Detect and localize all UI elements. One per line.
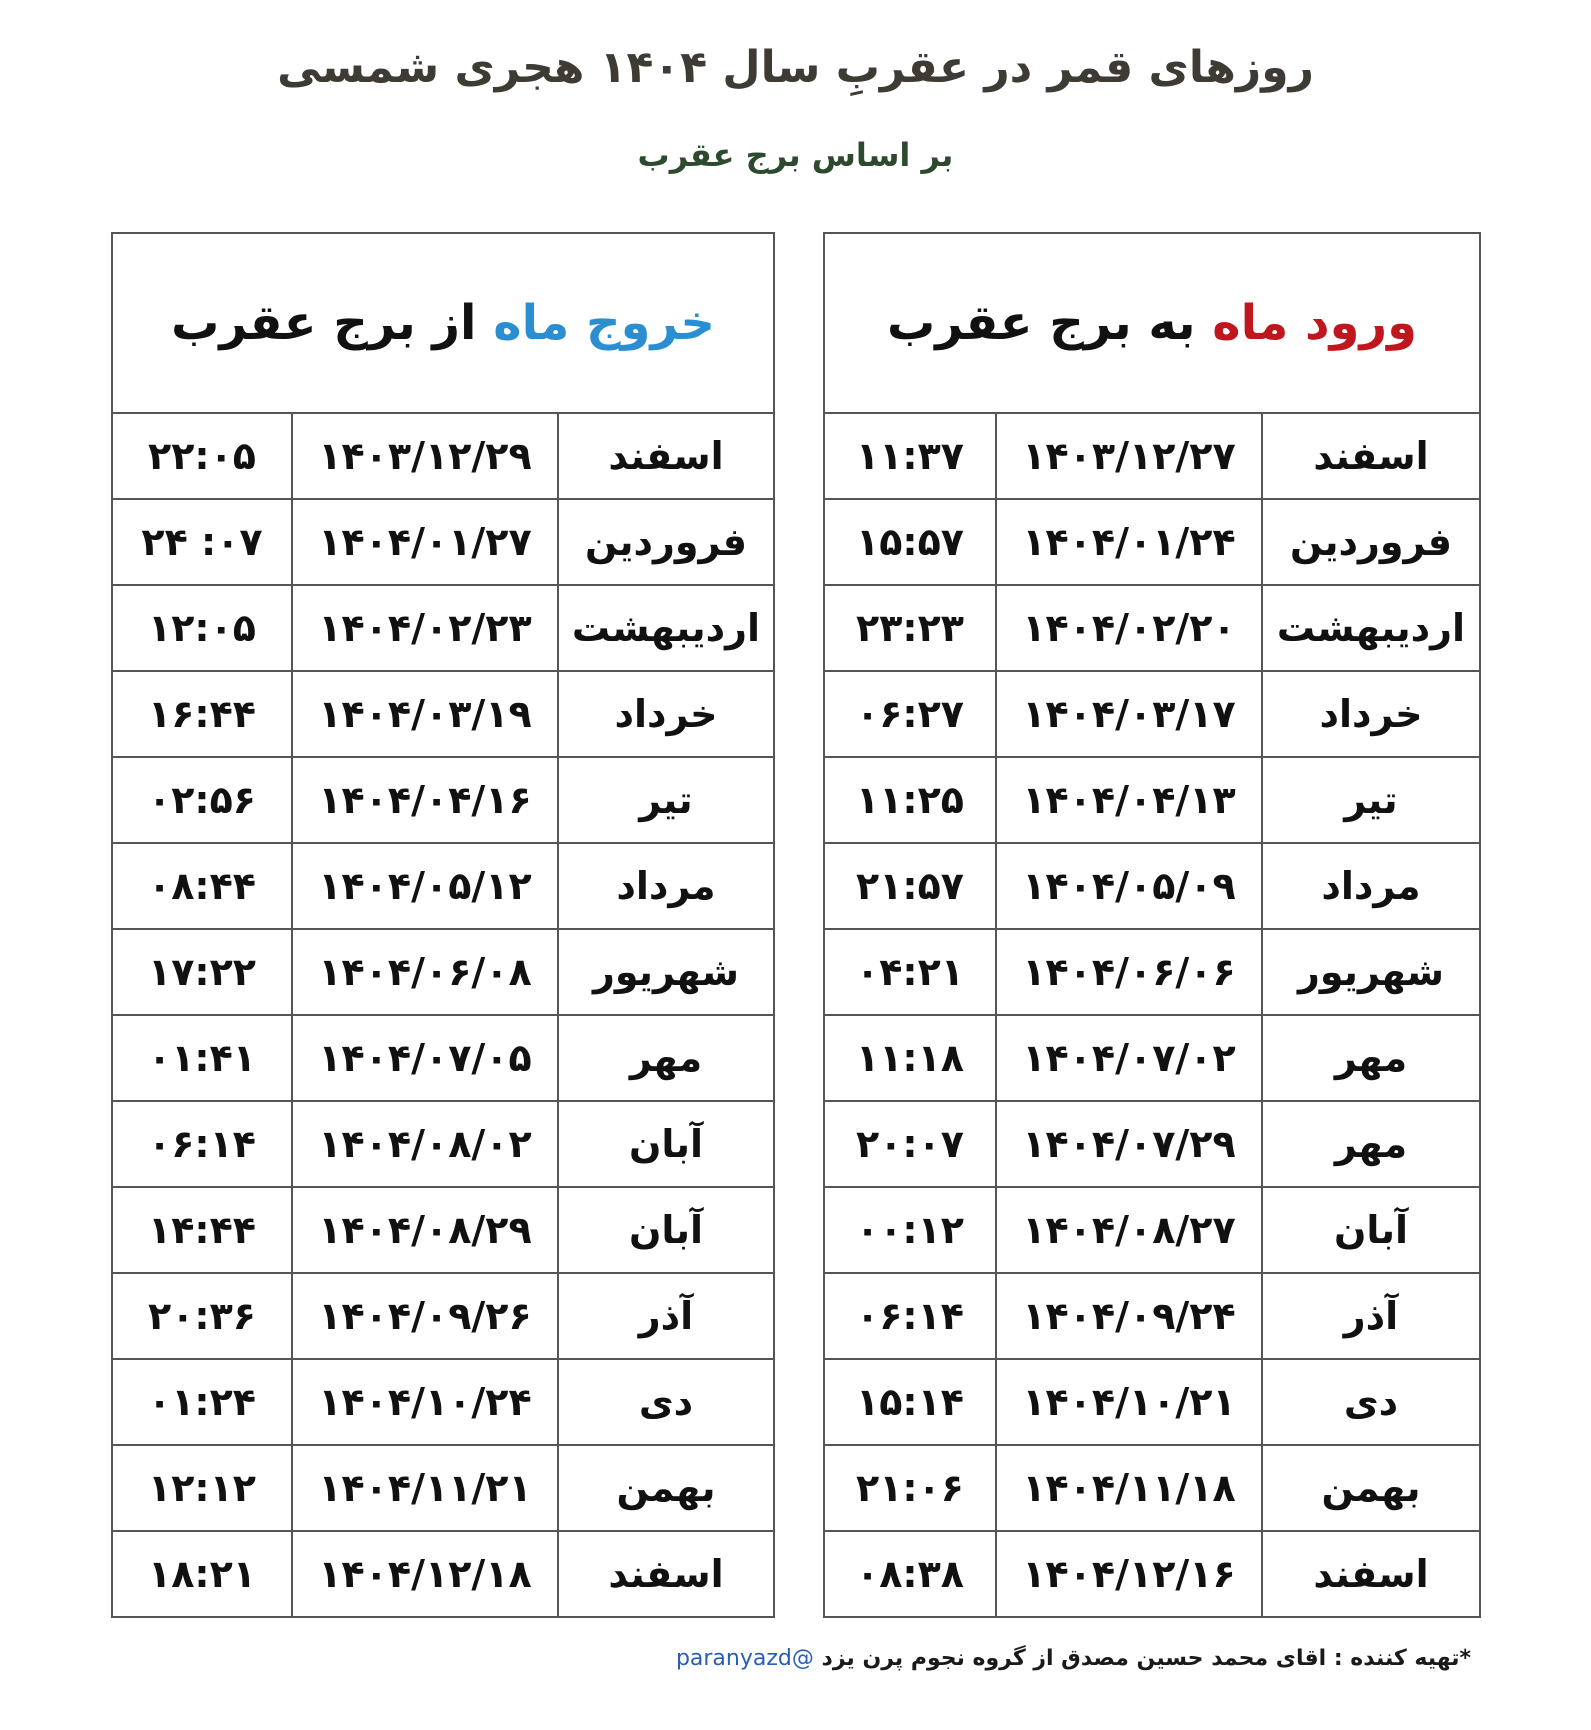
date-cell: ۱۴۰۴/۰۸/۲۷	[996, 1187, 1262, 1273]
month-cell: بهمن	[1262, 1445, 1479, 1531]
exit-heading-rest: از برج عقرب	[171, 295, 477, 351]
footer-handle[interactable]: @paranyazd	[675, 1646, 814, 1671]
enter-table	[825, 414, 1479, 1616]
table-row	[825, 585, 1479, 671]
date-cell: ۱۴۰۴/۱۱/۲۱	[292, 1445, 558, 1531]
table-row	[113, 671, 773, 757]
time-cell: ۰۲:۵۶	[113, 757, 292, 843]
month-cell: شهریور	[1262, 929, 1479, 1015]
table-row	[113, 1445, 773, 1531]
table-row	[113, 499, 773, 585]
month-cell: تیر	[558, 757, 773, 843]
enter-heading-rest: به برج عقرب	[887, 295, 1196, 351]
date-cell: ۱۴۰۴/۱۰/۲۱	[996, 1359, 1262, 1445]
date-cell: ۱۴۰۴/۱۱/۱۸	[996, 1445, 1262, 1531]
date-cell: ۱۴۰۳/۱۲/۲۷	[996, 414, 1262, 499]
date-cell: ۱۴۰۴/۰۴/۱۳	[996, 757, 1262, 843]
table-row	[113, 757, 773, 843]
time-cell: ۱۵:۱۴	[825, 1359, 996, 1445]
month-cell: فروردین	[558, 499, 773, 585]
exit-heading-accent: خروج ماه	[493, 295, 715, 351]
time-cell: ۰۷: ۲۴	[113, 499, 292, 585]
exit-table	[113, 414, 773, 1616]
date-cell: ۱۴۰۴/۰۸/۲۹	[292, 1187, 558, 1273]
table-row	[825, 1187, 1479, 1273]
time-cell: ۱۱:۱۸	[825, 1015, 996, 1101]
footer-text: *تهیه کننده : اقای محمد حسین مصدق از گروه نجوم پرن یزد	[821, 1646, 1471, 1671]
date-cell: ۱۴۰۴/۰۷/۰۵	[292, 1015, 558, 1101]
table-row	[825, 414, 1479, 499]
date-cell: ۱۴۰۴/۰۵/۱۲	[292, 843, 558, 929]
date-cell: ۱۴۰۴/۰۷/۲۹	[996, 1101, 1262, 1187]
date-cell: ۱۴۰۴/۰۳/۱۷	[996, 671, 1262, 757]
table-row	[113, 929, 773, 1015]
time-cell: ۱۸:۲۱	[113, 1531, 292, 1616]
table-row	[825, 1101, 1479, 1187]
time-cell: ۱۵:۵۷	[825, 499, 996, 585]
month-cell: اردیبهشت	[1262, 585, 1479, 671]
time-cell: ۱۴:۴۴	[113, 1187, 292, 1273]
month-cell: آذر	[1262, 1273, 1479, 1359]
month-cell: مهر	[1262, 1101, 1479, 1187]
time-cell: ۰۸:۴۴	[113, 843, 292, 929]
table-row	[825, 671, 1479, 757]
time-cell: ۱۱:۲۵	[825, 757, 996, 843]
time-cell: ۲۱:۰۶	[825, 1445, 996, 1531]
time-cell: ۰۱:۲۴	[113, 1359, 292, 1445]
table-row	[825, 1359, 1479, 1445]
month-cell: خرداد	[1262, 671, 1479, 757]
date-cell: ۱۴۰۴/۰۴/۱۶	[292, 757, 558, 843]
date-cell: ۱۴۰۴/۰۸/۰۲	[292, 1101, 558, 1187]
exit-table-heading	[113, 234, 773, 414]
date-cell: ۱۴۰۴/۱۲/۱۸	[292, 1531, 558, 1616]
table-row	[825, 757, 1479, 843]
enter-table-panel	[823, 232, 1481, 1618]
month-cell: اسفند	[1262, 1531, 1479, 1616]
date-cell: ۱۴۰۴/۰۲/۲۰	[996, 585, 1262, 671]
time-cell: ۰۴:۲۱	[825, 929, 996, 1015]
date-cell: ۱۴۰۴/۰۹/۲۴	[996, 1273, 1262, 1359]
date-cell: ۱۴۰۴/۰۵/۰۹	[996, 843, 1262, 929]
enter-table-heading	[825, 234, 1479, 414]
date-cell: ۱۴۰۴/۰۹/۲۶	[292, 1273, 558, 1359]
month-cell: مرداد	[558, 843, 773, 929]
table-row	[113, 1359, 773, 1445]
table-row	[113, 1101, 773, 1187]
time-cell: ۱۷:۲۲	[113, 929, 292, 1015]
month-cell: بهمن	[558, 1445, 773, 1531]
month-cell: آبان	[558, 1187, 773, 1273]
table-row	[113, 843, 773, 929]
month-cell: خرداد	[558, 671, 773, 757]
month-cell: آبان	[1262, 1187, 1479, 1273]
date-cell: ۱۴۰۴/۰۶/۰۶	[996, 929, 1262, 1015]
month-cell: اسفند	[558, 1531, 773, 1616]
time-cell: ۰۶:۱۴	[825, 1273, 996, 1359]
time-cell: ۱۲:۱۲	[113, 1445, 292, 1531]
footer-credit	[676, 1646, 1471, 1671]
page-title: روزهای قمر در عقربِ سال ۱۴۰۴ هجری شمسی	[277, 42, 1314, 93]
time-cell: ۰۱:۴۱	[113, 1015, 292, 1101]
table-row	[113, 1273, 773, 1359]
date-cell: ۱۴۰۳/۱۲/۲۹	[292, 414, 558, 499]
time-cell: ۰۶:۱۴	[113, 1101, 292, 1187]
month-cell: مرداد	[1262, 843, 1479, 929]
time-cell: ۱۶:۴۴	[113, 671, 292, 757]
time-cell: ۲۰:۰۷	[825, 1101, 996, 1187]
table-row	[113, 414, 773, 499]
time-cell: ۰۸:۳۸	[825, 1531, 996, 1616]
date-cell: ۱۴۰۴/۰۲/۲۳	[292, 585, 558, 671]
month-cell: شهریور	[558, 929, 773, 1015]
month-cell: دی	[1262, 1359, 1479, 1445]
month-cell: دی	[558, 1359, 773, 1445]
table-row	[825, 843, 1479, 929]
month-cell: فروردین	[1262, 499, 1479, 585]
page-subtitle: بر اساس برج عقرب	[637, 136, 954, 174]
enter-heading-accent: ورود ماه	[1212, 295, 1417, 351]
exit-table-panel	[111, 232, 775, 1618]
time-cell: ۲۲:۰۵	[148, 434, 256, 478]
date-cell: ۱۴۰۴/۰۷/۰۲	[996, 1015, 1262, 1101]
time-cell: ۲۱:۵۷	[825, 843, 996, 929]
date-cell: ۱۴۰۴/۰۱/۲۷	[292, 499, 558, 585]
time-cell: ۱۱:۳۷	[856, 434, 964, 478]
time-cell: ۰۰:۱۲	[825, 1187, 996, 1273]
table-row	[825, 1445, 1479, 1531]
month-cell: آبان	[558, 1101, 773, 1187]
table-row	[825, 929, 1479, 1015]
table-row	[113, 1531, 773, 1616]
month-cell: مهر	[1262, 1015, 1479, 1101]
date-cell: ۱۴۰۴/۰۶/۰۸	[292, 929, 558, 1015]
date-cell: ۱۴۰۴/۱۰/۲۴	[292, 1359, 558, 1445]
date-cell: ۱۴۰۴/۱۲/۱۶	[996, 1531, 1262, 1616]
time-cell: ۰۶:۲۷	[825, 671, 996, 757]
time-cell: ۲۰:۳۶	[113, 1273, 292, 1359]
time-cell: ۲۳:۲۳	[825, 585, 996, 671]
time-cell: ۱۲:۰۵	[113, 585, 292, 671]
table-row	[113, 1187, 773, 1273]
table-row	[825, 499, 1479, 585]
table-row	[825, 1273, 1479, 1359]
month-cell: اسفند	[558, 414, 773, 499]
table-row	[113, 1015, 773, 1101]
month-cell: آذر	[558, 1273, 773, 1359]
table-row	[825, 1531, 1479, 1616]
date-cell: ۱۴۰۴/۰۱/۲۴	[996, 499, 1262, 585]
month-cell: تیر	[1262, 757, 1479, 843]
month-cell: مهر	[558, 1015, 773, 1101]
table-row	[113, 585, 773, 671]
month-cell: اردیبهشت	[558, 585, 773, 671]
date-cell: ۱۴۰۴/۰۳/۱۹	[292, 671, 558, 757]
month-cell: اسفند	[1262, 414, 1479, 499]
table-row	[825, 1015, 1479, 1101]
